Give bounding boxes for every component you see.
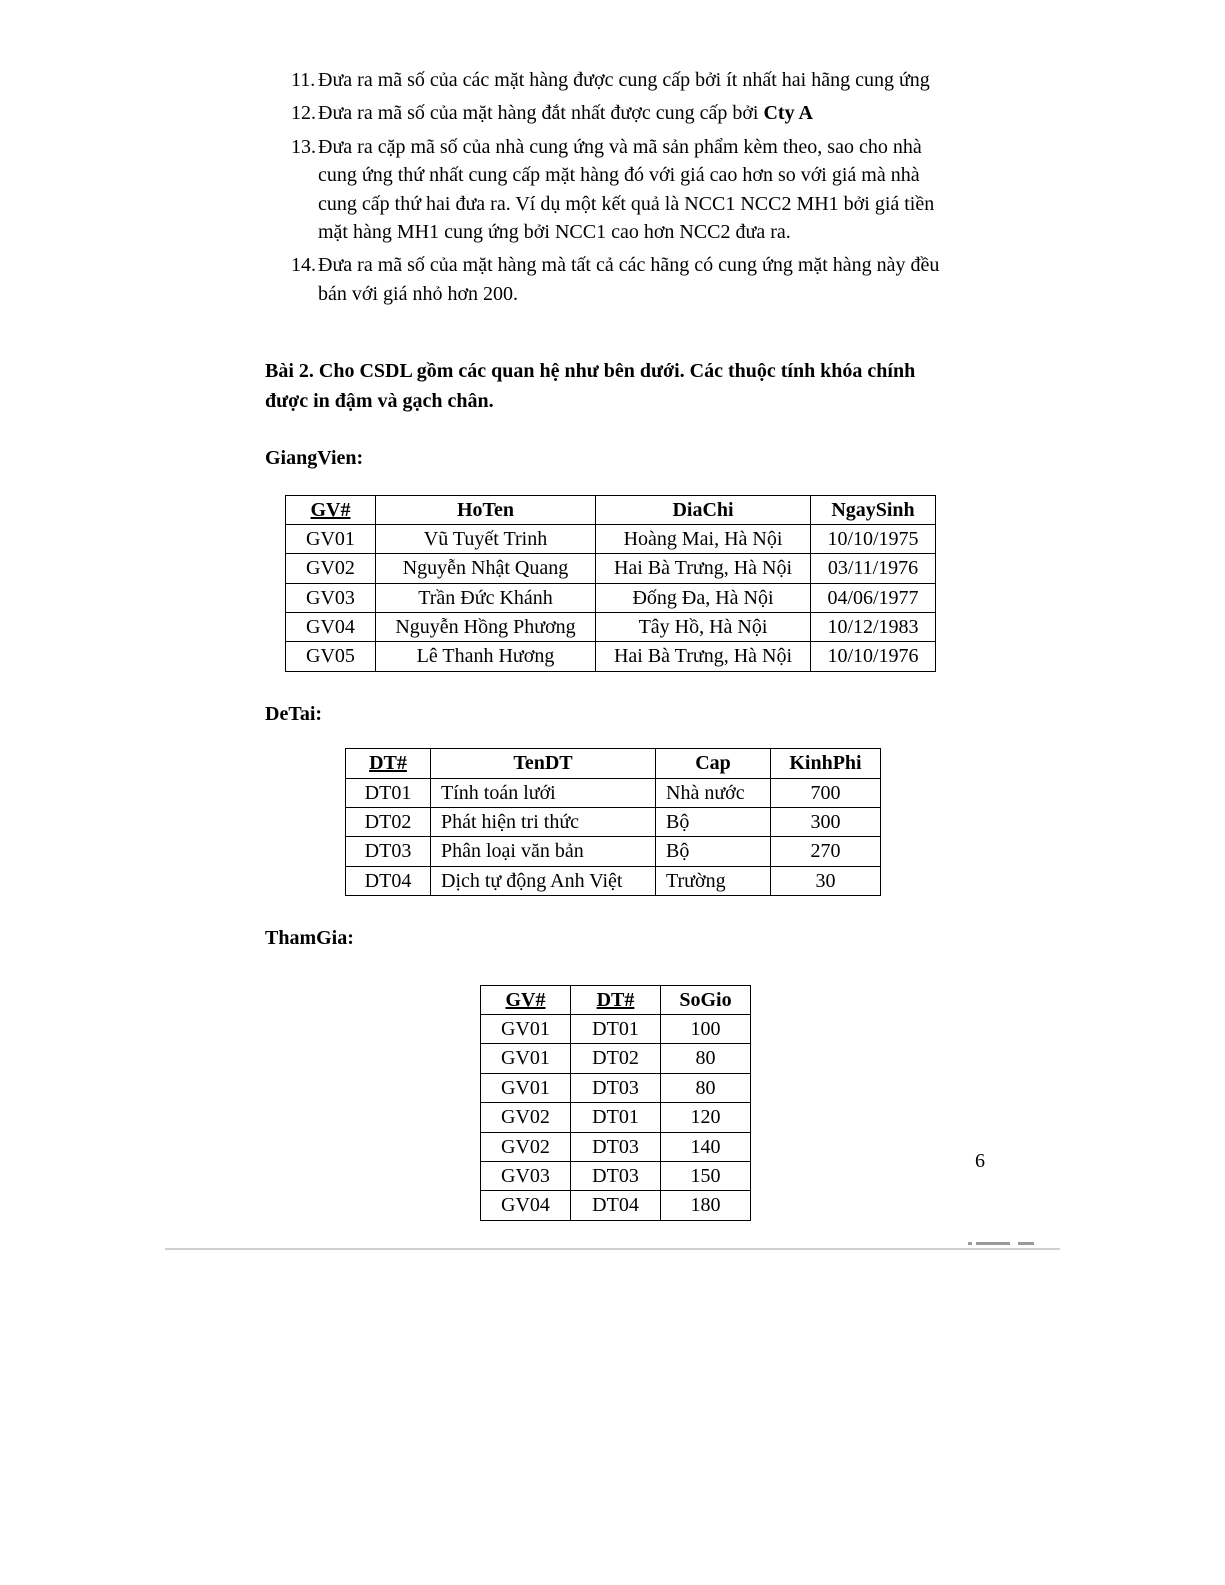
table-header-row [286, 495, 936, 524]
table-row [481, 1103, 751, 1132]
table-cell: Hai Bà Trưng, Hà Nội [596, 554, 811, 583]
list-item-text: Đưa ra cặp mã số của nhà cung ứng và mã sản phẩm kèm theo, sao cho nhà cung ứng thứ nhất cung cấp mặt hàng đó với giá cao hơn so với giá mà nhà cung cấp thứ hai đưa ra. Ví dụ một kết quả là NCC1 NCC2 MH1 bởi giá tiền mặt hàng MH1 cung ứng bởi NCC1 cao hơn NCC2 đưa ra. [318, 135, 935, 243]
table-cell: DT04 [571, 1191, 661, 1220]
column-header-cap: Cap [656, 749, 771, 778]
table-row [346, 778, 881, 807]
table-row [286, 583, 936, 612]
list-item-11 [265, 66, 963, 94]
table-cell: 300 [771, 808, 881, 837]
table-cell: Vũ Tuyết Trinh [376, 524, 596, 553]
column-header-gv: GV# [286, 495, 376, 524]
table-cell: GV03 [481, 1161, 571, 1190]
table-cell: Phát hiện tri thức [431, 808, 656, 837]
table-cell: GV01 [286, 524, 376, 553]
table-cell: GV02 [481, 1103, 571, 1132]
table-cell: Trường [656, 866, 771, 895]
page-divider [165, 1248, 1060, 1250]
table-cell: GV03 [286, 583, 376, 612]
table-cell: GV01 [481, 1014, 571, 1043]
document-content [265, 66, 963, 1221]
section-heading: Bài 2. Cho CSDL gồm các quan hệ như bên dưới. Các thuộc tính khóa chính được in đậm và gạch chân. [265, 360, 916, 413]
table-cell: 10/10/1976 [811, 642, 936, 671]
table-cell: GV02 [286, 554, 376, 583]
column-header-sogio: SoGio [661, 985, 751, 1014]
thamgia-label: ThamGia: [265, 927, 354, 950]
column-header-diachi: DiaChi [596, 495, 811, 524]
table-row [286, 524, 936, 553]
list-item-number: 14. [291, 254, 316, 277]
table-cell: GV01 [481, 1044, 571, 1073]
list-item-number: 13. [291, 135, 316, 158]
column-header-gv: GV# [481, 985, 571, 1014]
column-header-tendt: TenDT [431, 749, 656, 778]
table-cell: Phân loại văn bản [431, 837, 656, 866]
table-cell: Đống Đa, Hà Nội [596, 583, 811, 612]
table-cell: 30 [771, 866, 881, 895]
list-item-14 [265, 251, 963, 308]
table-cell: Nguyễn Hồng Phương [376, 613, 596, 642]
giangvien-table [285, 495, 936, 672]
table-cell: 150 [661, 1161, 751, 1190]
table-cell: Trần Đức Khánh [376, 583, 596, 612]
table-row [286, 554, 936, 583]
table-cell: Lê Thanh Hương [376, 642, 596, 671]
table-header-row [346, 749, 881, 778]
table-cell: GV04 [481, 1191, 571, 1220]
list-item-number: 12. [291, 102, 316, 125]
table-cell: DT02 [571, 1044, 661, 1073]
table-cell: DT03 [571, 1073, 661, 1102]
table-cell: DT03 [346, 837, 431, 866]
divider-marks [968, 1242, 1058, 1248]
table-cell: GV01 [481, 1073, 571, 1102]
detai-label: DeTai: [265, 702, 323, 725]
table-cell: 100 [661, 1014, 751, 1043]
table-cell: 80 [661, 1073, 751, 1102]
table-row [481, 1191, 751, 1220]
detai-table [345, 748, 881, 896]
list-item-text: Đưa ra mã số của mặt hàng mà tất cả các hãng có cung ứng mặt hàng này đều bán với giá nhỏ hơn 200. [318, 254, 940, 305]
table-cell: DT01 [571, 1103, 661, 1132]
table-header-row [481, 985, 751, 1014]
table-row [481, 1161, 751, 1190]
table-cell: 80 [661, 1044, 751, 1073]
table-cell: 03/11/1976 [811, 554, 936, 583]
table-cell: Hoàng Mai, Hà Nội [596, 524, 811, 553]
table-cell: Hai Bà Trưng, Hà Nội [596, 642, 811, 671]
giangvien-label: GiangVien: [265, 447, 364, 470]
column-header-dt: DT# [571, 985, 661, 1014]
table-row [346, 866, 881, 895]
table-row [481, 1014, 751, 1043]
table-row [346, 837, 881, 866]
table-cell: GV04 [286, 613, 376, 642]
table-cell: Nhà nước [656, 778, 771, 807]
table-cell: Dịch tự động Anh Việt [431, 866, 656, 895]
table-cell: 270 [771, 837, 881, 866]
table-cell: Tính toán lưới [431, 778, 656, 807]
table-cell: 700 [771, 778, 881, 807]
table-cell: GV02 [481, 1132, 571, 1161]
table-cell: 120 [661, 1103, 751, 1132]
table-cell: 10/10/1975 [811, 524, 936, 553]
page-number: 6 [975, 1150, 985, 1172]
table-cell: 180 [661, 1191, 751, 1220]
table-row [346, 808, 881, 837]
table-cell: DT01 [346, 778, 431, 807]
table-cell: DT01 [571, 1014, 661, 1043]
table-row [481, 1132, 751, 1161]
list-item-text: Đưa ra mã số của các mặt hàng được cung cấp bởi ít nhất hai hãng cung ứng [318, 69, 930, 91]
table-cell: DT03 [571, 1161, 661, 1190]
column-header-ngaysinh: NgaySinh [811, 495, 936, 524]
list-item-bold-text: Cty A [763, 102, 813, 125]
list-item-text: Đưa ra mã số của mặt hàng đắt nhất được cung cấp bởi [318, 102, 764, 125]
column-header-dt: DT# [346, 749, 431, 778]
table-row [286, 642, 936, 671]
thamgia-table [480, 985, 751, 1221]
table-cell: Tây Hồ, Hà Nội [596, 613, 811, 642]
table-cell: GV05 [286, 642, 376, 671]
list-item-number: 11. [291, 69, 316, 91]
table-row [481, 1044, 751, 1073]
table-row [286, 613, 936, 642]
table-cell: 04/06/1977 [811, 583, 936, 612]
table-cell: Bộ [656, 837, 771, 866]
column-header-kinhphi: KinhPhi [771, 749, 881, 778]
table-cell: DT04 [346, 866, 431, 895]
table-cell: DT03 [571, 1132, 661, 1161]
table-row [481, 1073, 751, 1102]
table-cell: DT02 [346, 808, 431, 837]
list-item-13 [265, 133, 963, 247]
table-cell: Bộ [656, 808, 771, 837]
table-cell: 140 [661, 1132, 751, 1161]
list-item-12 [265, 99, 963, 127]
table-cell: Nguyễn Nhật Quang [376, 554, 596, 583]
column-header-hoten: HoTen [376, 495, 596, 524]
table-cell: 10/12/1983 [811, 613, 936, 642]
